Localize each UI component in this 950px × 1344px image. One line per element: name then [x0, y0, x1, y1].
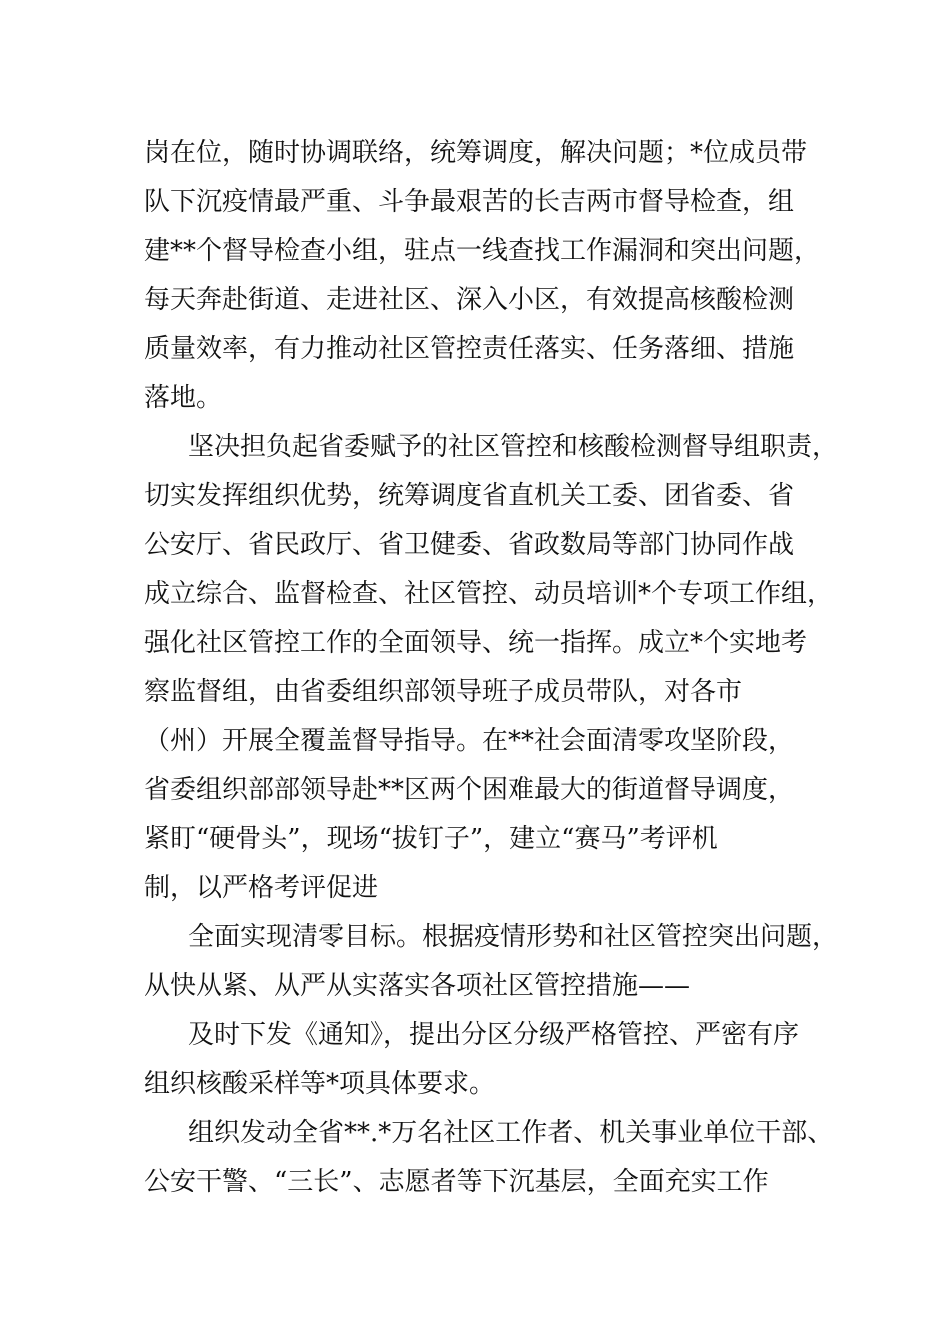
- text-line: 切实发挥组织优势，统筹调度省直机关工委、团省委、省: [144, 481, 795, 511]
- text-line: 省委组织部部领导赴**区两个困难最大的街道督导调度，: [144, 775, 795, 805]
- text-line: 落地。: [144, 383, 223, 413]
- paragraph-4: [144, 1011, 832, 1109]
- text-line: 公安干警、“三长”、志愿者等下沉基层，全面充实工作: [144, 1167, 769, 1197]
- paragraph-3: [144, 913, 839, 1011]
- text-line: 队下沉疫情最严重、斗争最艰苦的长吉两市督导检查，组: [144, 187, 795, 217]
- text-line: 坚决担负起省委赋予的社区管控和核酸检测督导组职责，: [188, 432, 839, 462]
- text-line: 全面实现清零目标。根据疫情形势和社区管控突出问题，: [188, 922, 839, 952]
- text-line: 及时下发《通知》，提出分区分级严格管控、严密有序: [188, 1020, 800, 1050]
- paragraph-2: [144, 423, 839, 913]
- text-line: 制，以严格考评促进: [144, 873, 379, 903]
- text-line: 公安厅、省民政厅、省卫健委、省政数局等部门协同作战: [144, 530, 795, 560]
- paragraph-5: [144, 1109, 832, 1207]
- text-line: 组织核酸采样等*项具体要求。: [144, 1069, 496, 1099]
- document-body: [144, 129, 839, 1207]
- text-line: 从快从紧、从严从实落实各项社区管控措施——: [144, 971, 691, 1001]
- text-line: 紧盯“硬骨头”，现场“拔钉子”，建立“赛马”考评机: [144, 824, 718, 854]
- text-line: 质量效率，有力推动社区管控责任落实、任务落细、措施: [144, 334, 795, 364]
- text-line: 岗在位，随时协调联络，统筹调度，解决问题；*位成员带: [144, 138, 808, 168]
- text-line: （州）开展全覆盖督导指导。在**社会面清零攻坚阶段，: [144, 726, 795, 756]
- text-line: 组织发动全省**.*万名社区工作者、机关事业单位干部、: [188, 1118, 834, 1148]
- text-line: 成立综合、监督检查、社区管控、动员培训*个专项工作组，: [144, 579, 834, 609]
- text-line: 建**个督导检查小组，驻点一线查找工作漏洞和突出问题，: [144, 236, 821, 266]
- paragraph-1: [144, 129, 832, 423]
- text-line: 察监督组，由省委组织部领导班子成员带队，对各市: [144, 677, 743, 707]
- text-line: 每天奔赴街道、走进社区、深入小区，有效提高核酸检测: [144, 285, 795, 315]
- text-line: 强化社区管控工作的全面领导、统一指挥。成立*个实地考: [144, 628, 808, 658]
